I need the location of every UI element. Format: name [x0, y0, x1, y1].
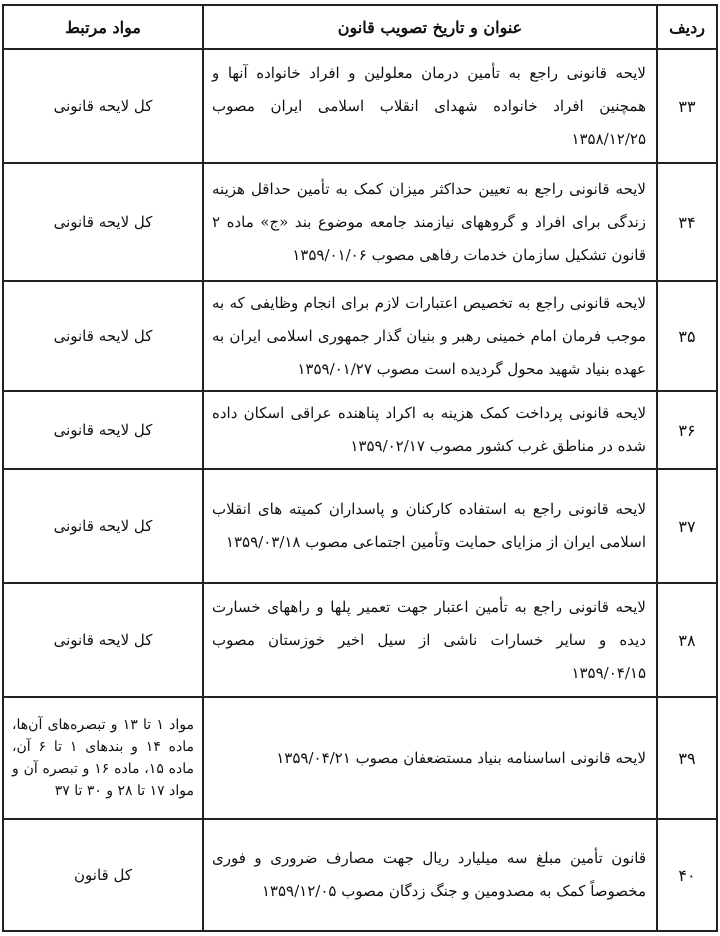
law-title: لایحه قانونی راجع به استفاده کارکنان و پاسداران کمیته های انقلاب اسلامی ایران از مزایای حمایت وتأمین اجتماعی مصوب ۱۳۵۹/۰۳/۱۸	[203, 469, 657, 583]
document-page	[2, 4, 716, 932]
table-row	[3, 819, 717, 931]
law-title: لایحه قانونی پرداخت کمک هزینه به اکراد پناهنده عراقی اسکان داده شده در مناطق غرب کشور مصوب ۱۳۵۹/۰۲/۱۷	[203, 391, 657, 469]
law-title: لایحه قانونی راجع به تأمین درمان معلولین و افراد خانواده آنها و همچنین افراد خانواده شهدای انقلاب اسلامی ایران مصوب ۱۳۵۸/۱۲/۲۵	[203, 49, 657, 163]
header-related-articles: مواد مرتبط	[3, 5, 203, 49]
table-row	[3, 583, 717, 697]
law-title: لایحه قانونی اساسنامه بنیاد مستضعفان مصوب ۱۳۵۹/۰۴/۲۱	[203, 697, 657, 819]
header-law-title: عنوان و تاریخ تصویب قانون	[203, 5, 657, 49]
law-title: لایحه قانونی راجع به تعیین حداکثر میزان کمک به تأمین حداقل هزینه زندگی برای افراد و گروههای نیازمند جامعه موضوع بند «ج» ماده ۲ قانون تشکیل سازمان خدمات رفاهی مصوب ۱۳۵۹/۰۱/۰۶	[203, 163, 657, 281]
table-row	[3, 391, 717, 469]
row-number: ۳۹	[657, 697, 717, 819]
row-number: ۳۶	[657, 391, 717, 469]
row-number: ۳۷	[657, 469, 717, 583]
table-row	[3, 49, 717, 163]
table-header-row	[3, 5, 717, 49]
related-articles: کل لایحه قانونی	[3, 469, 203, 583]
row-number: ۳۸	[657, 583, 717, 697]
table-row	[3, 281, 717, 391]
related-articles: کل لایحه قانونی	[3, 583, 203, 697]
related-articles: کل قانون	[3, 819, 203, 931]
header-row-number: ردیف	[657, 5, 717, 49]
related-articles: مواد ۱ تا ۱۳ و تبصره‌های آن‌ها، ماده ۱۴ و بندهای ۱ تا ۶ آن، ماده ۱۵، ماده ۱۶ و تبصره آن و مواد ۱۷ تا ۲۸ و ۳۰ تا ۳۷	[3, 697, 203, 819]
related-articles: کل لایحه قانونی	[3, 163, 203, 281]
law-title: لایحه قانونی راجع به تأمین اعتبار جهت تعمیر پلها و راههای خسارت دیده و سایر خسارات ناشی از سیل اخیر خوزستان مصوب ۱۳۵۹/۰۴/۱۵	[203, 583, 657, 697]
table-row	[3, 163, 717, 281]
related-articles: کل لایحه قانونی	[3, 49, 203, 163]
law-title: قانون تأمین مبلغ سه میلیارد ریال جهت مصارف ضروری و فوری مخصوصاً کمک به مصدومین و جنگ زدگان مصوب ۱۳۵۹/۱۲/۰۵	[203, 819, 657, 931]
row-number: ۳۳	[657, 49, 717, 163]
row-number: ۳۵	[657, 281, 717, 391]
table-row	[3, 469, 717, 583]
law-title: لایحه قانونی راجع به تخصیص اعتبارات لازم برای انجام وظایفی که به موجب فرمان امام خمینی رهبر و بنیان گذار جمهوری اسلامی ایران به عهده بنیاد شهید محول گردیده است مصوب ۱۳۵۹/۰۱/۲۷	[203, 281, 657, 391]
related-articles: کل لایحه قانونی	[3, 281, 203, 391]
table-row	[3, 697, 717, 819]
related-articles: کل لایحه قانونی	[3, 391, 203, 469]
row-number: ۳۴	[657, 163, 717, 281]
laws-table	[2, 4, 718, 932]
row-number: ۴۰	[657, 819, 717, 931]
